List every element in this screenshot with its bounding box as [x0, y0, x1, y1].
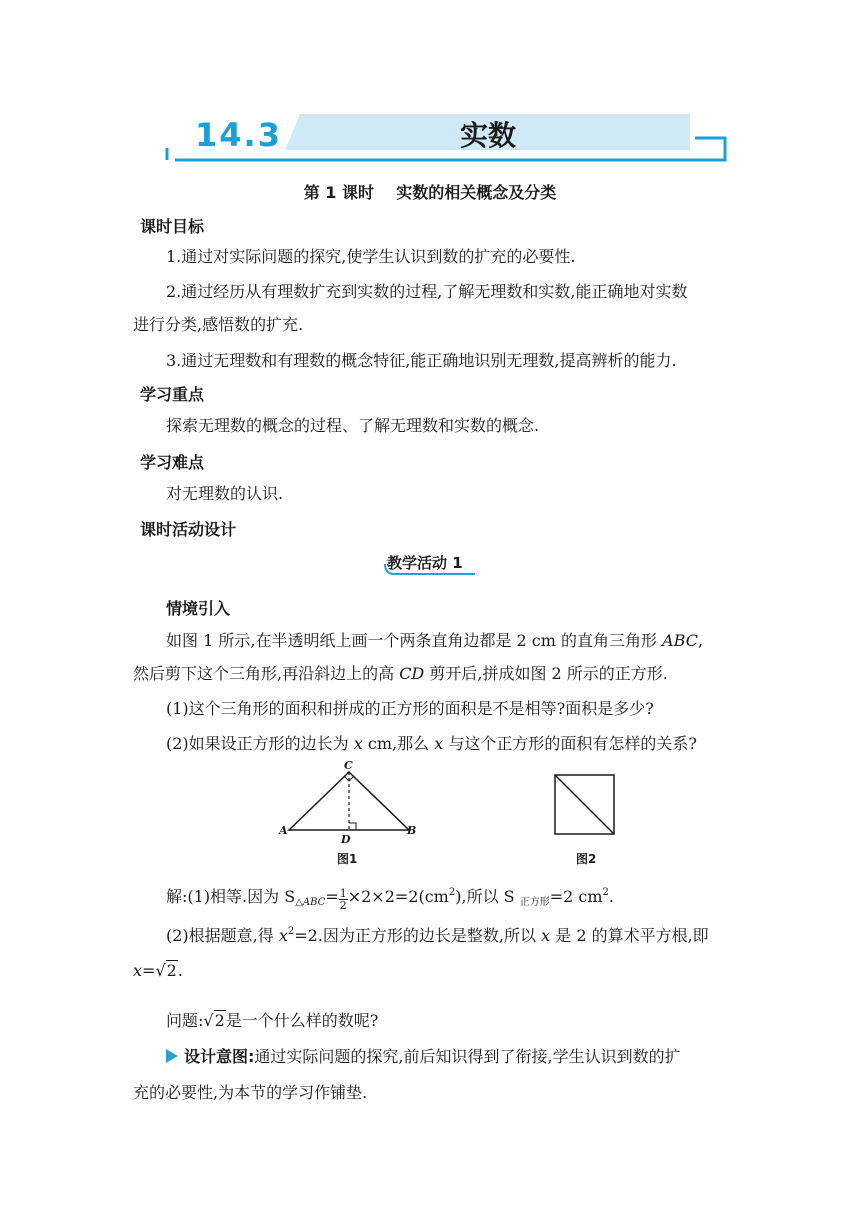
section-header [165, 110, 730, 162]
fraction-numerator: 1 [339, 887, 347, 900]
difficulties-heading: 学习难点 [140, 453, 205, 472]
intro-cd: CD [399, 664, 425, 683]
lesson-title: 第 1 课时 实数的相关概念及分类 [303, 183, 557, 202]
goal-2: 2.通过经历从有理数扩充到实数的过程,了解无理数和实数,能正确地对实数 [166, 282, 688, 301]
solution-1 [166, 882, 614, 914]
sqrt-radicand: 2 [166, 961, 177, 980]
sol2-x2: x [541, 926, 551, 945]
activity-design-heading: 课时活动设计 [140, 520, 237, 539]
q2-x2: x [434, 734, 444, 753]
fig1-label-a: A [279, 824, 288, 837]
intro-text-2c: 剪开后,拼成如图 2 所示的正方形. [424, 664, 668, 683]
triangle-bullet-icon [166, 1049, 178, 1063]
activity1-label-box [383, 550, 478, 578]
intro-abc: ABC [662, 631, 698, 650]
question-text-a: 问题: [166, 1011, 204, 1030]
design-intent-label: 设计意图: [184, 1047, 255, 1066]
fig1-label-b: B [407, 824, 417, 837]
design-intent-line-2: 充的必要性,为本节的学习作铺垫. [133, 1083, 368, 1102]
solution-3 [133, 960, 183, 982]
figure-2-square [554, 774, 616, 836]
key-points-heading: 学习重点 [140, 385, 205, 404]
sol1-text-c: ),所以 S [455, 887, 520, 906]
fig1-label-d: D [341, 833, 351, 846]
question-text-b: 是一个什么样的数呢? [225, 1011, 379, 1030]
goal-3: 3.通过无理数和有理数的概念特征,能正确地识别无理数,提高辨析的能力. [166, 351, 677, 370]
q2-text-b: cm,那么 [362, 734, 435, 753]
sol1-text-d: =2 cm [549, 887, 603, 906]
sol2-sup: 2 [287, 926, 295, 937]
q2-text-a: (2)如果设正方形的边长为 [166, 734, 354, 753]
sol2-text-c: 是 2 的算术平方根,即 [550, 926, 709, 945]
question-radicand: 2 [214, 1011, 225, 1030]
problem-question [166, 1010, 378, 1032]
q2-text-c: 与这个正方形的面积有怎样的关系? [443, 734, 697, 753]
sqrt-symbol: √2 [155, 961, 177, 980]
intro-text-1c: , [697, 631, 704, 650]
sol3-eq: = [142, 961, 156, 980]
goals-heading: 课时目标 [140, 217, 205, 236]
sol2-x: x [278, 926, 288, 945]
question-sqrt: √2 [203, 1011, 225, 1030]
activity1-underline [383, 550, 478, 578]
activity1-label: 教学活动 1 [387, 554, 463, 572]
goal-2-cont: 进行分类,感悟数的扩充. [133, 315, 304, 334]
fig2-caption: 图2 [576, 852, 597, 866]
scene-heading: 情境引入 [166, 599, 231, 618]
sol1-sub-square: 正方形 [519, 897, 550, 908]
goal-1: 1.通过对实际问题的探究,使学生认识到数的扩充的必要性. [166, 247, 576, 266]
sol2-text-a: (2)根据题意,得 [166, 926, 279, 945]
intro-text-2a: 然后剪下这个三角形,再沿斜边上的高 [133, 664, 400, 683]
section-title: 实数 [460, 119, 517, 152]
sol1-sup2: 2 [602, 887, 609, 898]
question-1: (1)这个三角形的面积和拼成的正方形的面积是不是相等?面积是多少? [166, 699, 654, 718]
difficulties-text: 对无理数的认识. [166, 484, 284, 503]
intro-line-1 [166, 630, 703, 652]
sol1-text-e: . [608, 887, 614, 906]
sol3-x: x [133, 961, 143, 980]
key-points-text: 探索无理数的概念的过程、了解无理数和实数的概念. [166, 416, 540, 435]
sol2-text-b: =2.因为正方形的边长是整数,所以 [294, 926, 542, 945]
q2-x1: x [353, 734, 363, 753]
sol1-sub-abc: △ABC [295, 897, 326, 908]
question-2 [166, 733, 697, 755]
intro-text-1a: 如图 1 所示,在半透明纸上画一个两条直角边都是 2 cm 的直角三角形 [166, 631, 663, 650]
solution-2 [166, 921, 709, 947]
sol1-text-a: 解:(1)相等.因为 S [166, 887, 296, 906]
sol3-end: . [177, 961, 183, 980]
fig1-caption: 图1 [337, 852, 358, 866]
fig1-label-c: C [344, 759, 353, 772]
design-intent-text-1: 通过实际问题的探究,前后知识得到了衔接,学生认识到数的扩 [254, 1047, 681, 1066]
sol1-text-b: ×2×2=2(cm [347, 887, 449, 906]
sol1-eq: = [325, 887, 339, 906]
sol1-sup: 2 [448, 887, 456, 898]
design-intent-line-1 [166, 1046, 681, 1068]
fraction-denominator: 2 [339, 899, 347, 912]
intro-line-2 [133, 663, 668, 685]
section-number: 14.3 [195, 116, 282, 154]
sol1-fraction [339, 888, 348, 911]
